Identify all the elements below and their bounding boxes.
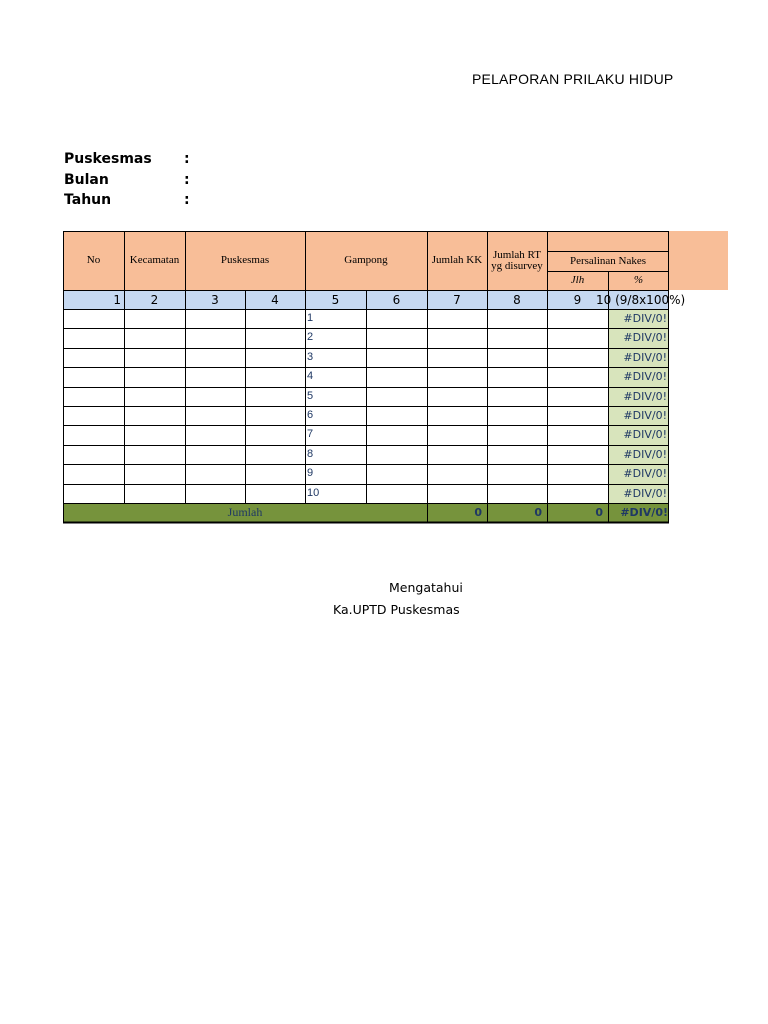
col-number-formula: 10 (9/8x100%) [596, 292, 686, 307]
header-persalinan-nakes: Persalinan Nakes [547, 251, 669, 271]
info-label: Bulan [64, 172, 109, 188]
info-label: Tahun [64, 192, 112, 208]
header-jumlah-kk: Jumlah KK [427, 231, 487, 290]
cell-gampong: 7 [305, 425, 366, 445]
cell-percent: #DIV/0! [608, 464, 669, 484]
col-number: 4 [245, 290, 305, 309]
col-number: 2 [124, 290, 185, 309]
cell-percent: #DIV/0! [608, 367, 669, 387]
cell-percent: #DIV/0! [608, 445, 669, 464]
info-label: Puskesmas [64, 151, 152, 167]
header-jlh: Jlh [547, 271, 608, 290]
col-number: 3 [185, 290, 245, 309]
col-number: 1 [63, 290, 124, 309]
total-label: Jumlah [63, 503, 427, 523]
header-no: No [63, 231, 124, 290]
info-colon: : [184, 172, 190, 188]
cell-gampong: 9 [305, 464, 366, 484]
cell-gampong: 2 [305, 328, 366, 348]
cell-gampong: 6 [305, 406, 366, 425]
col-number: 8 [487, 290, 547, 309]
cell-gampong: 10 [305, 484, 366, 503]
report-title: PELAPORAN PRILAKU HIDUP [472, 71, 674, 87]
cell-gampong: 5 [305, 387, 366, 406]
total-jumlah-rt: 0 [487, 503, 547, 523]
col-number: 9 [547, 290, 608, 309]
info-colon: : [184, 192, 190, 208]
cell-percent: #DIV/0! [608, 484, 669, 503]
header-jumlah-rt-line1: Jumlah RT [493, 248, 541, 261]
header-jumlah-rt-line2: yg disurvey [491, 259, 543, 272]
header-kecamatan: Kecamatan [124, 231, 185, 290]
header-puskesmas: Puskesmas [185, 231, 305, 290]
cell-percent: #DIV/0! [608, 309, 669, 328]
header-gampong: Gampong [305, 231, 427, 290]
col-number: 5 [305, 290, 366, 309]
footer-mengatahui: Mengatahui [389, 580, 463, 595]
total-percent: #DIV/0! [608, 503, 669, 523]
cell-gampong: 8 [305, 445, 366, 464]
cell-gampong: 3 [305, 348, 366, 367]
footer-signatory: Ka.UPTD Puskesmas [333, 602, 460, 617]
cell-percent: #DIV/0! [608, 387, 669, 406]
cell-percent: #DIV/0! [608, 328, 669, 348]
total-jumlah-kk: 0 [427, 503, 487, 523]
total-jlh: 0 [547, 503, 608, 523]
cell-percent: #DIV/0! [608, 425, 669, 445]
cell-gampong: 4 [305, 367, 366, 387]
col-number: 7 [427, 290, 487, 309]
cell-percent: #DIV/0! [608, 348, 669, 367]
col-number: 6 [366, 290, 427, 309]
header-percent: % [608, 271, 669, 290]
cell-gampong: 1 [305, 309, 366, 328]
info-colon: : [184, 151, 190, 167]
cell-percent: #DIV/0! [608, 406, 669, 425]
